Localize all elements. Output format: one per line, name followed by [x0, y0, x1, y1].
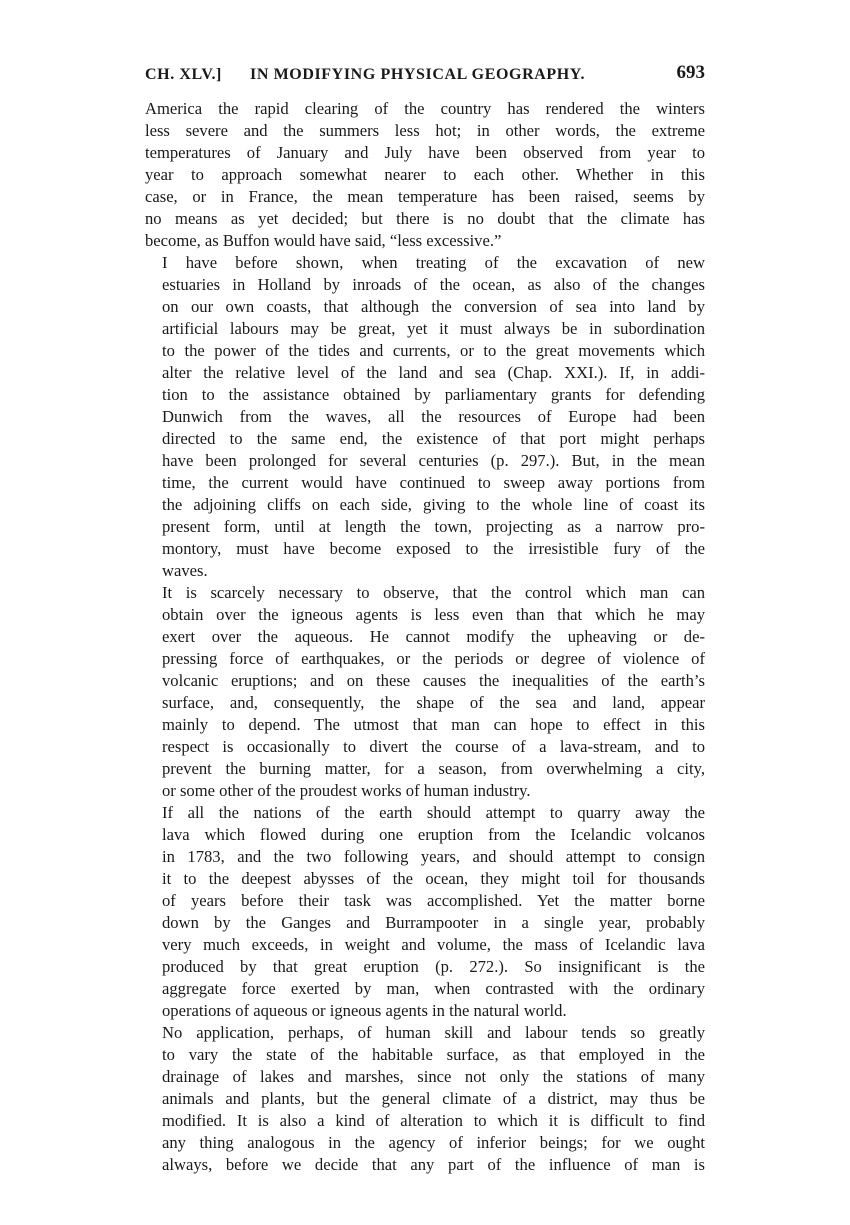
text-line: mainly to depend. The utmost that man can hope to effect in this: [162, 715, 705, 734]
text-line: no means as yet decided; but there is no doubt that the climate has: [145, 209, 705, 228]
text-line: No application, perhaps, of human skill and labour tends so greatly: [162, 1023, 705, 1042]
text-line: tion to the assistance obtained by parliamentary grants for defending: [162, 385, 705, 404]
text-line: present form, until at length the town, projecting as a narrow pro-: [162, 517, 705, 536]
text-line: It is scarcely necessary to observe, that the control which man can: [162, 583, 705, 602]
running-head: [145, 62, 705, 92]
text-line: in 1783, and the two following years, and should attempt to consign: [162, 847, 705, 866]
text-line: waves.: [162, 561, 208, 580]
text-line: of years before their task was accomplished. Yet the matter borne: [162, 891, 705, 910]
paragraph: [145, 1022, 705, 1176]
text-line: less severe and the summers less hot; in other words, the extreme: [145, 121, 705, 140]
text-line: on our own coasts, that although the conversion of sea into land by: [162, 297, 705, 316]
text-line: montory, must have become exposed to the irresistible fury of the: [162, 539, 705, 558]
page-number: 693: [676, 62, 705, 83]
text-line: artificial labours may be great, yet it must always be in subordination: [162, 319, 705, 338]
text-line: If all the nations of the earth should attempt to quarry away the: [162, 803, 705, 822]
paragraph: [145, 802, 705, 1022]
text-line: prevent the burning matter, for a season, from overwhelming a city,: [162, 759, 705, 778]
text-line: obtain over the igneous agents is less even than that which he may: [162, 605, 705, 624]
text-line: the adjoining cliffs on each side, giving to the whole line of coast its: [162, 495, 705, 514]
text-line: alter the relative level of the land and sea (Chap. XXI.). If, in addi-: [162, 363, 705, 382]
paragraph: [145, 582, 705, 802]
text-line: become, as Buffon would have said, “less excessive.”: [145, 231, 502, 250]
text-line: it to the deepest abysses of the ocean, they might toil for thousands: [162, 869, 705, 888]
text-line: estuaries in Holland by inroads of the ocean, as also of the changes: [162, 275, 705, 294]
text-line: exert over the aqueous. He cannot modify the upheaving or de-: [162, 627, 705, 646]
text-line: temperatures of January and July have been observed from year to: [145, 143, 705, 162]
paragraph: [145, 252, 705, 582]
text-line: down by the Ganges and Burrampooter in a single year, probably: [162, 913, 705, 932]
text-line: volcanic eruptions; and on these causes the inequalities of the earth’s: [162, 671, 705, 690]
text-line: modified. It is also a kind of alteration to which it is difficult to find: [162, 1111, 705, 1130]
text-line: to vary the state of the habitable surface, as that employed in the: [162, 1045, 705, 1064]
text-line: any thing analogous in the agency of inferior beings; for we ought: [162, 1133, 705, 1152]
text-line: have been prolonged for several centuries (p. 297.). But, in the mean: [162, 451, 705, 470]
text-line: animals and plants, but the general climate of a district, may thus be: [162, 1089, 705, 1108]
text-line: respect is occasionally to divert the course of a lava-stream, and to: [162, 737, 705, 756]
text-line: directed to the same end, the existence of that port might perhaps: [162, 429, 705, 448]
text-line: or some other of the proudest works of human industry.: [162, 781, 531, 800]
text-line: pressing force of earthquakes, or the periods or degree of violence of: [162, 649, 705, 668]
text-line: I have before shown, when treating of the excavation of new: [162, 253, 705, 272]
text-line: very much exceeds, in weight and volume, the mass of Icelandic lava: [162, 935, 705, 954]
chapter-label: CH. XLV.]: [145, 66, 222, 83]
paragraph: [145, 98, 705, 252]
text-line: year to approach somewhat nearer to each other. Whether in this: [145, 165, 705, 184]
text-line: time, the current would have continued to sweep away portions from: [162, 473, 705, 492]
text-line: operations of aqueous or igneous agents in the natural world.: [162, 1001, 567, 1020]
text-line: drainage of lakes and marshes, since not only the stations of many: [162, 1067, 705, 1086]
text-line: to the power of the tides and currents, or to the great movements which: [162, 341, 705, 360]
running-title: IN MODIFYING PHYSICAL GEOGRAPHY.: [250, 66, 586, 83]
text-line: aggregate force exerted by man, when contrasted with the ordinary: [162, 979, 705, 998]
text-line: case, or in France, the mean temperature has been raised, seems by: [145, 187, 705, 206]
text-line: produced by that great eruption (p. 272.). So insignificant is the: [162, 957, 705, 976]
text-line: America the rapid clearing of the country has rendered the winters: [145, 99, 705, 118]
text-line: lava which flowed during one eruption from the Icelandic volcanos: [162, 825, 705, 844]
book-page: [145, 62, 705, 1176]
text-line: surface, and, consequently, the shape of the sea and land, appear: [162, 693, 705, 712]
text-line: always, before we decide that any part of the influence of man is: [162, 1155, 705, 1174]
text-line: Dunwich from the waves, all the resources of Europe had been: [162, 407, 705, 426]
